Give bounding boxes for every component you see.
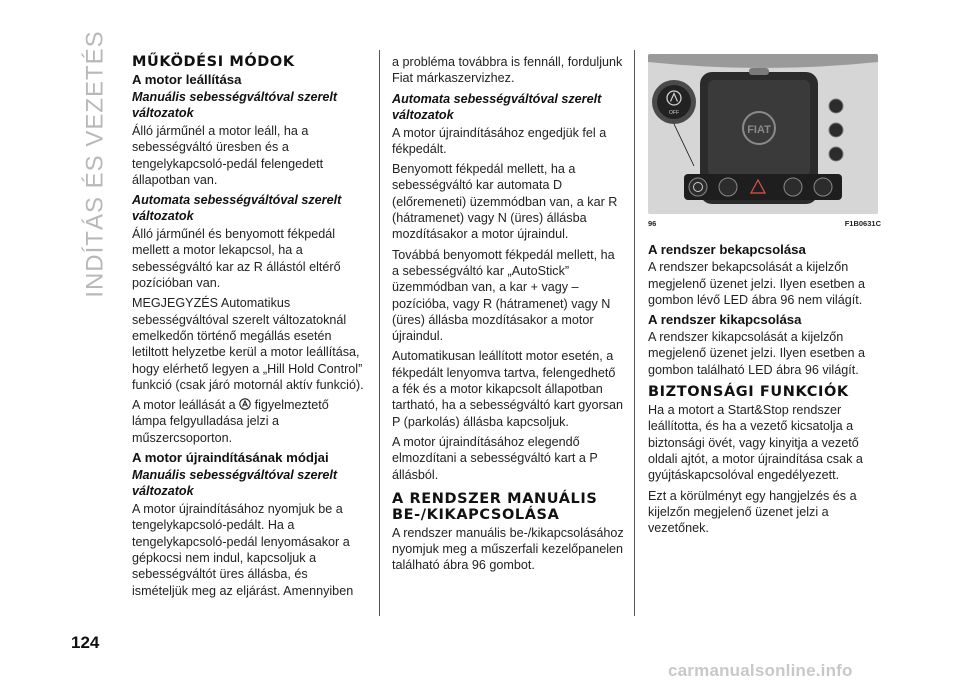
paragraph: Ha a motort a Start&Stop rendszer leállította, és ha a vezető kicsatolja a biztonsági övét, vagy kinyitja a vezető oldali ajtót, a motor újraindítása csak a gyújtáskapcsolóval engedélyezett. xyxy=(648,403,863,483)
figure-caption xyxy=(648,216,881,232)
paragraph: Benyomott fékpedál mellett, ha a sebességváltó kar automata D (előremeneti) üzemmódban van, a kar R (hátramenet) vagy N (üres) állásba mozdításakor a motor újraindul. xyxy=(392,162,618,242)
column-2 xyxy=(392,54,625,578)
svg-text:FIAT: FIAT xyxy=(747,124,771,136)
dashboard-panel-figure xyxy=(648,54,878,214)
dashboard-illustration xyxy=(648,54,878,214)
figure-number: 96 xyxy=(648,219,657,228)
column-3 xyxy=(648,54,881,540)
subheading-manual-versions: Manuális sebességváltóval szerelt változatok xyxy=(132,90,338,120)
chapter-title: INDÍTÁS ÉS VEZETÉS xyxy=(82,30,110,298)
subheading-manual-versions: Manuális sebességváltóval szerelt változatok xyxy=(132,468,338,499)
paragraph: Automatikusan leállított motor esetén, a fékpedált lenyomva tartva, felengedhető a fék és a motor kikapcsolt állapotban tartható, ha a sebességváltó kart gyorsan P (parkolás) állásba kapcsoljuk. xyxy=(392,349,624,429)
column-divider xyxy=(379,50,380,616)
subheading-system-off: A rendszer kikapcsolása xyxy=(648,312,802,328)
svg-text:OFF: OFF xyxy=(669,110,679,116)
paragraph: Továbbá benyomott fékpedál mellett, ha a sebességváltó kar „AutoStick” üzemmódban van, a kar + vagy – pozícióba, vagy R (hátramenet) vagy N (üres) állásba mozdításakor a motor újraindul. xyxy=(392,247,615,344)
section-heading-safety-functions: BIZTONSÁGI FUNKCIÓK xyxy=(648,384,849,401)
subheading-system-on: A rendszer bekapcsolása xyxy=(648,242,806,258)
watermark: carmanualsonline.info xyxy=(668,661,853,680)
paragraph-warning-lamp: A motor leállását a figyelmeztető lámpa felgyulladása jelzi a műszercsoporton. xyxy=(132,398,329,445)
paragraph: A motor újraindításához elegendő elmozdítani a sebességváltó kart a P állásból. xyxy=(392,434,598,482)
page-number: 124 xyxy=(71,633,100,652)
section-heading-manual-toggle: A RENDSZER MANUÁLIS BE-/KIKAPCSOLÁSA xyxy=(392,490,598,523)
paragraph: A motor újraindításához engedjük fel a fékpedált. xyxy=(392,125,607,156)
paragraph: Ezt a körülményt egy hangjelzés és a kijelzőn megjelenő üzenet jelzi a vezetőnek. xyxy=(648,488,857,536)
paragraph: A rendszer kikapcsolását a kijelzőn megjelenő üzenet jelzi. Ilyen esetben a gombon található LED ábra 96 világít. xyxy=(648,330,866,377)
note-paragraph: MEGJEGYZÉS Automatikus sebességváltóval szerelt változatoknál emelkedőn történő megállás esetén letiltott helyzetbe kerül a motor leállítása, hogy elérhető legyen a „Hill Hold Control” funkció (csak járó motornál aktív funkció). xyxy=(132,296,364,392)
chapter-side-tab xyxy=(82,30,110,298)
paragraph: Álló járműnél a motor leáll, ha a sebességváltó üresben és a tengelykapcsoló-pedál felengedett állapotban van. xyxy=(132,124,324,187)
paragraph: A rendszer manuális be-/kikapcsolásához nyomjuk meg a műszerfali kezelőpanelen található ábra 96 gombot. xyxy=(392,525,624,573)
paragraph: a probléma továbbra is fennáll, forduljunk Fiat márkaszervizhez. xyxy=(392,55,623,86)
subheading-automatic-versions: Automata sebességváltóval szerelt változatok xyxy=(392,91,602,122)
paragraph: Álló járműnél és benyomott fékpedál mellett a motor lekapcsol, ha a sebességváltó kar az R állástól eltérő pozícióban van. xyxy=(132,227,341,291)
subheading-automatic-versions: Automata sebességváltóval szerelt változatok xyxy=(132,193,342,224)
column-divider xyxy=(634,50,635,616)
paragraph: A rendszer bekapcsolását a kijelzőn megjelenő üzenet jelzi. Ilyen esetben a gombon lévő LED ábra 96 nem világít. xyxy=(648,260,866,307)
subheading-engine-stop: A motor leállítása xyxy=(132,72,242,87)
subheading-restart-modes: A motor újraindításának módjai xyxy=(132,450,329,466)
paragraph: A motor újraindításához nyomjuk be a tengelykapcsoló-pedált. Ha a tengelykapcsoló-pedál lenyomásakor a gépkocsi nem indul, kapcsoljuk a sebességváltót üres állásba, és ismételjük meg az eljárást. Amennyiben xyxy=(132,502,354,598)
start-stop-warning-icon xyxy=(239,398,251,410)
column-1 xyxy=(132,54,365,603)
figure-code: F1B0631C xyxy=(844,219,881,228)
section-heading-operating-modes: MŰKÖDÉSI MÓDOK xyxy=(132,54,295,70)
